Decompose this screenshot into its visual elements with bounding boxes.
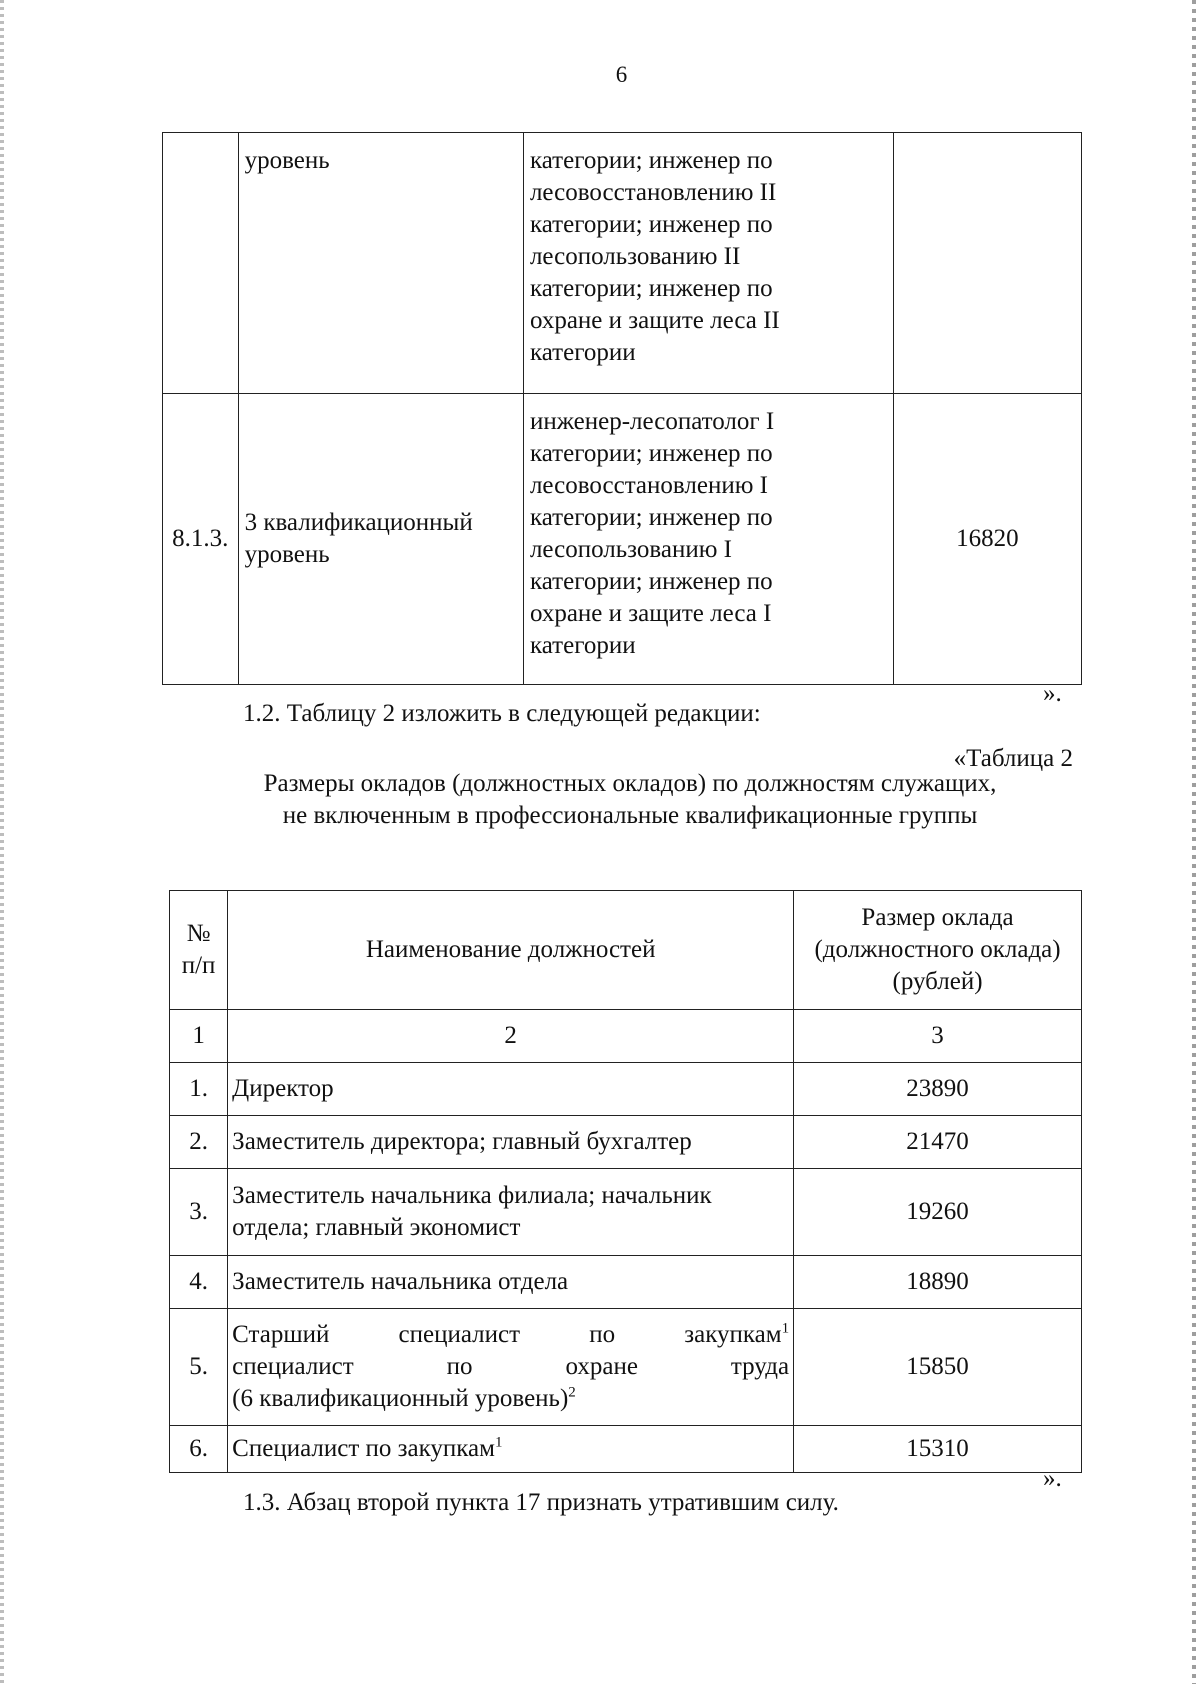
title-line: не включенным в профессиональные квалификационные группы — [282, 802, 978, 829]
word: Старший — [232, 1321, 330, 1348]
table-row — [170, 1256, 1082, 1309]
title-line: Размеры окладов (должностных окладов) по должностям служащих, — [263, 770, 997, 797]
header-number-cell — [170, 891, 228, 1010]
scan-edge-right — [1192, 0, 1196, 1684]
column-number: 1 — [170, 1010, 228, 1063]
paragraph-1-3: 1.3. Абзац второй пункта 17 признать утратившим силу. — [243, 1489, 839, 1516]
row-number-cell — [163, 133, 239, 394]
table-2-salaries — [169, 890, 1082, 1473]
positions-line: категории — [529, 339, 636, 366]
position-name-line: отдела; главный экономист — [232, 1214, 521, 1241]
position-name-cell — [228, 1169, 794, 1256]
row-number-cell: 1. — [170, 1063, 228, 1116]
positions-line: категории; инженер по — [529, 568, 773, 595]
positions-line: категории; инженер по — [529, 211, 773, 238]
footnote-marker: 2 — [568, 1384, 576, 1401]
word-with-footnote — [684, 1319, 789, 1351]
positions-line: инженер-лесопатолог I — [529, 408, 775, 435]
header-line: п/п — [181, 952, 216, 979]
word: закупкам — [684, 1321, 782, 1348]
salary-cell: 15850 — [794, 1309, 1082, 1426]
row-number-cell: 6. — [170, 1426, 228, 1473]
header-line: (должностного оклада) — [814, 936, 1061, 963]
page-number: 6 — [615, 62, 628, 87]
salary-cell: 16820 — [893, 394, 1081, 685]
row-number-cell: 3. — [170, 1169, 228, 1256]
word: по — [589, 1321, 616, 1348]
positions-line: категории; инженер по — [529, 147, 773, 174]
position-name-cell: Заместитель начальника отдела — [228, 1256, 794, 1309]
table-row — [163, 394, 1082, 685]
footnote-marker: 1 — [781, 1320, 790, 1337]
salary-cell: 15310 — [794, 1426, 1082, 1473]
closing-quote-table-2: ». — [1043, 1465, 1062, 1492]
row-number-cell: 8.1.3. — [163, 394, 239, 685]
table-row — [170, 1169, 1082, 1256]
level-line: уровень — [244, 541, 330, 568]
positions-line: лесовосстановлению I — [529, 472, 768, 499]
row-number-cell: 5. — [170, 1309, 228, 1426]
position-name-line — [232, 1319, 789, 1351]
table-row — [170, 1063, 1082, 1116]
position-name-cell: Заместитель директора; главный бухгалтер — [228, 1116, 794, 1169]
header-name-cell: Наименование должностей — [228, 891, 794, 1010]
table-header-row — [170, 891, 1082, 1010]
table-1-continuation — [162, 132, 1082, 685]
salary-cell: 23890 — [794, 1063, 1082, 1116]
position-name-cell — [228, 1309, 794, 1426]
level-line: уровень — [244, 147, 330, 174]
table-row — [170, 1116, 1082, 1169]
positions-line: категории; инженер по — [529, 440, 773, 467]
position-name-line — [232, 1351, 789, 1383]
level-line: 3 квалификационный — [244, 509, 473, 536]
word: охране — [565, 1353, 638, 1380]
table-2-title — [200, 768, 1060, 832]
header-salary-cell — [794, 891, 1082, 1010]
positions-line: охране и защите леса II — [529, 307, 780, 334]
salary-cell: 21470 — [794, 1116, 1082, 1169]
header-line: (рублей) — [892, 968, 983, 995]
table-2-label: «Таблица 2 — [953, 745, 1073, 772]
qualification-level-cell — [238, 133, 523, 394]
footnote-marker: 1 — [494, 1434, 503, 1451]
position-name-text: Специалист по закупкам — [232, 1435, 495, 1462]
positions-cell — [523, 394, 893, 685]
row-number-cell: 2. — [170, 1116, 228, 1169]
positions-cell — [523, 133, 893, 394]
word: труда — [730, 1353, 790, 1380]
position-name-line — [232, 1383, 789, 1415]
closing-quote-table-1: ». — [1043, 680, 1062, 707]
word: специалист — [232, 1353, 354, 1380]
scan-edge-left — [0, 0, 4, 1684]
positions-line: лесовосстановлению II — [529, 179, 777, 206]
positions-line: охране и защите леса I — [529, 600, 772, 627]
table-row — [170, 1426, 1082, 1473]
position-name-text: (6 квалификационный уровень) — [232, 1385, 569, 1412]
positions-line: категории; инженер по — [529, 504, 773, 531]
column-numbers-row — [170, 1010, 1082, 1063]
positions-line: лесопользованию I — [529, 536, 732, 563]
header-line: Размер оклада — [861, 904, 1014, 931]
positions-line: категории — [529, 632, 636, 659]
qualification-level-cell — [238, 394, 523, 685]
row-number-cell: 4. — [170, 1256, 228, 1309]
header-line: № — [186, 920, 211, 947]
position-name-line: Заместитель начальника филиала; начальник — [232, 1182, 712, 1209]
table-row — [170, 1309, 1082, 1426]
positions-line: лесопользованию II — [529, 243, 741, 270]
salary-cell — [893, 133, 1081, 394]
table-row — [163, 133, 1082, 394]
salary-cell: 18890 — [794, 1256, 1082, 1309]
word: по — [446, 1353, 473, 1380]
position-name-cell: Директор — [228, 1063, 794, 1116]
paragraph-1-2: 1.2. Таблицу 2 изложить в следующей редакции: — [243, 700, 761, 727]
position-name-cell — [228, 1426, 794, 1473]
column-number: 3 — [794, 1010, 1082, 1063]
salary-cell: 19260 — [794, 1169, 1082, 1256]
positions-line: категории; инженер по — [529, 275, 773, 302]
column-number: 2 — [228, 1010, 794, 1063]
word: специалист — [398, 1321, 521, 1348]
